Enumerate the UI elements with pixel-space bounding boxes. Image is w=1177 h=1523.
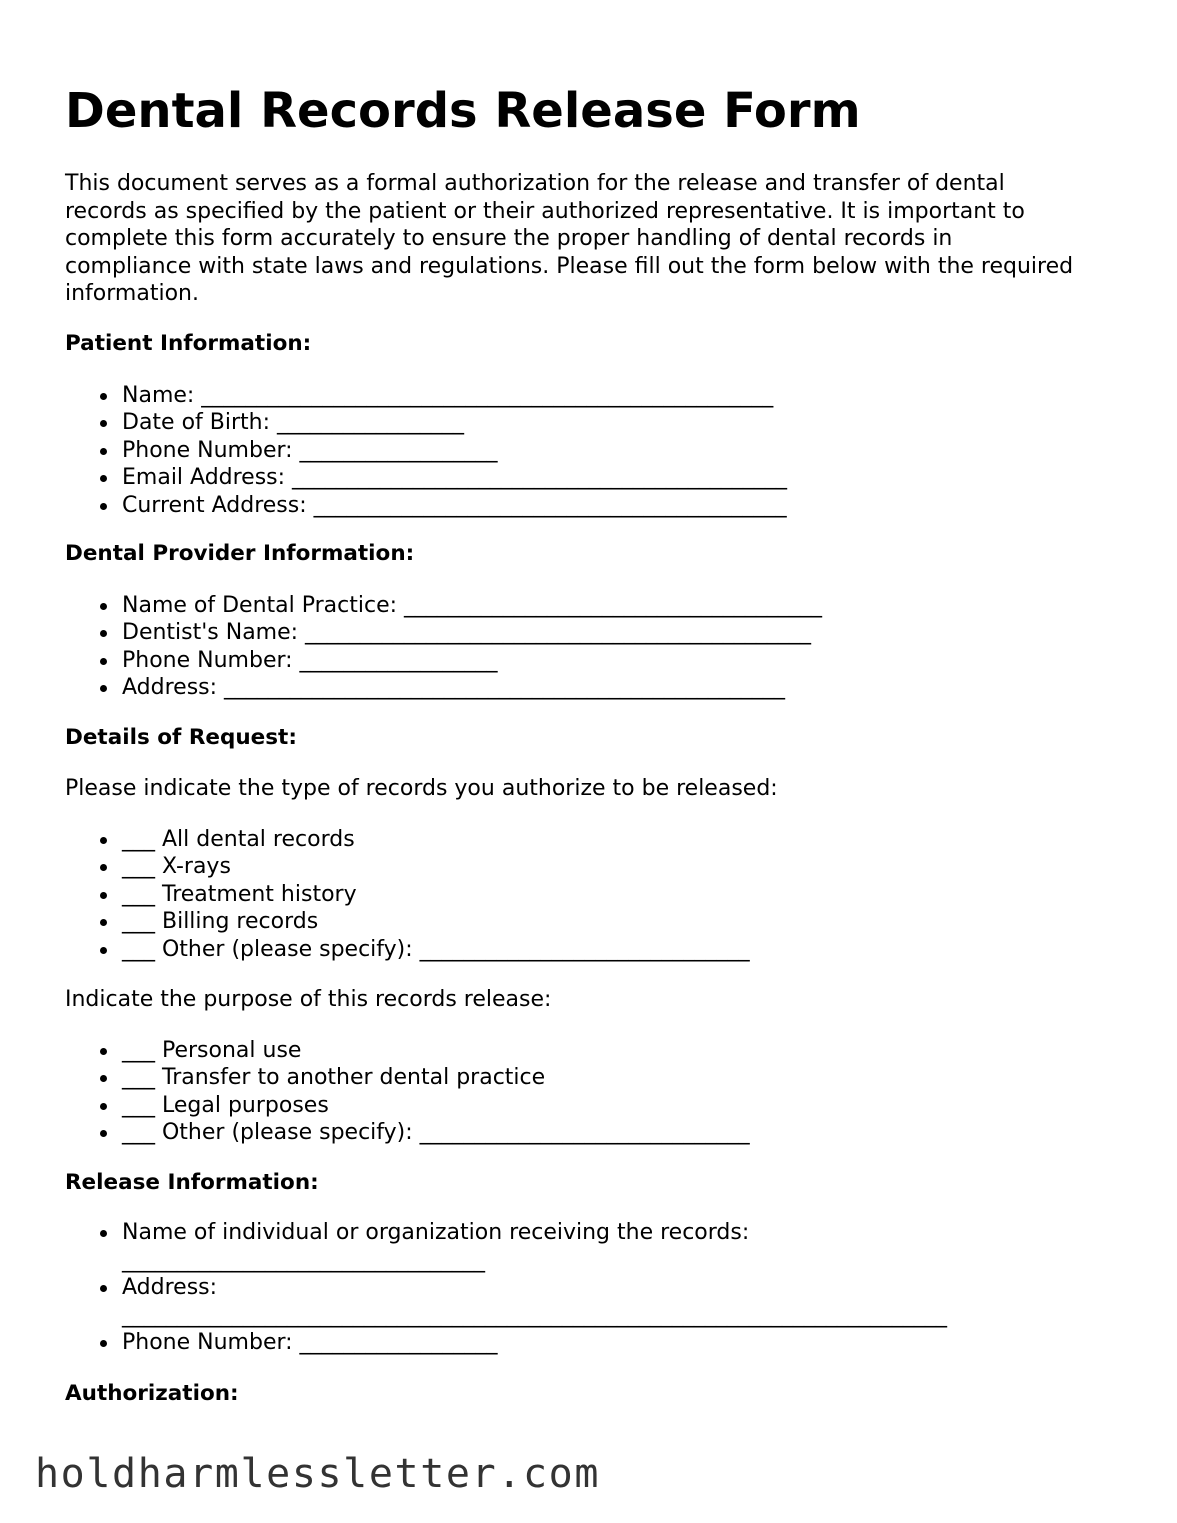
provider-section — [65, 540, 1115, 702]
purpose-options — [65, 1037, 1115, 1147]
option-personal-use[interactable]: ___ Personal use — [65, 1037, 1115, 1064]
page-title: Dental Records Release Form — [65, 83, 861, 139]
purpose-prompt: Indicate the purpose of this records release: — [65, 987, 552, 1013]
site-watermark: holdharmlessletter.com — [35, 1451, 601, 1497]
recipient-field[interactable] — [65, 1219, 1115, 1274]
option-billing-records[interactable]: ___ Billing records — [65, 908, 1115, 935]
release-heading: Release Information: — [65, 1170, 319, 1195]
request-heading: Details of Request: — [65, 725, 297, 750]
patient-address-field[interactable]: Current Address: ___________________________________________ — [65, 492, 1115, 519]
recipient-address-field[interactable] — [65, 1274, 1115, 1329]
release-fields — [65, 1219, 1115, 1357]
option-all-records[interactable]: ___ All dental records — [65, 826, 1115, 853]
records-options — [65, 826, 1115, 963]
patient-dob-field[interactable]: Date of Birth: _________________ — [65, 409, 1115, 436]
option-purpose-other[interactable]: ___ Other (please specify): ______________________________ — [65, 1119, 1115, 1146]
patient-fields — [65, 382, 1115, 519]
patient-phone-field[interactable]: Phone Number: __________________ — [65, 437, 1115, 464]
provider-address-field[interactable]: Address: ___________________________________________________ — [65, 674, 1115, 701]
option-records-other[interactable]: ___ Other (please specify): ______________________________ — [65, 936, 1115, 963]
option-xrays[interactable]: ___ X-rays — [65, 853, 1115, 880]
patient-section — [65, 330, 1115, 519]
records-prompt: Please indicate the type of records you authorize to be released: — [65, 776, 778, 801]
release-section — [65, 1169, 1115, 1357]
recipient-label: Name of individual or organization receiving the records: — [122, 1220, 750, 1245]
recipient-line[interactable]: _________________________________ — [122, 1247, 485, 1273]
authorization-heading: Authorization: — [65, 1381, 239, 1406]
dentist-name-field[interactable]: Dentist's Name: ______________________________________________ — [65, 619, 1115, 646]
provider-phone-field[interactable]: Phone Number: __________________ — [65, 647, 1115, 674]
option-legal-purposes[interactable]: ___ Legal purposes — [65, 1092, 1115, 1119]
practice-name-field[interactable]: Name of Dental Practice: ______________________________________ — [65, 592, 1115, 619]
recipient-address-label: Address: — [122, 1275, 218, 1301]
authorization-section — [65, 1380, 1115, 1408]
recipient-address-line[interactable]: ___________________________________________________________________________ — [122, 1302, 947, 1328]
intro-paragraph: This document serves as a formal authorization for the release and transfer of dental records as specified by the patient or their authorized representative. It is important to complete this form accurately to ensure the proper handling of dental records in compliance with state laws and regulations. Please fill out the form below with the required information. — [65, 171, 1074, 307]
option-treatment-history[interactable]: ___ Treatment history — [65, 881, 1115, 908]
patient-name-field[interactable]: Name: ____________________________________________________ — [65, 382, 1115, 409]
provider-heading: Dental Provider Information: — [65, 541, 415, 566]
option-transfer-practice[interactable]: ___ Transfer to another dental practice — [65, 1064, 1115, 1091]
patient-email-field[interactable]: Email Address: _____________________________________________ — [65, 464, 1115, 491]
provider-fields — [65, 592, 1115, 702]
request-section — [65, 724, 1115, 1147]
patient-heading: Patient Information: — [65, 331, 312, 356]
recipient-phone-field[interactable]: Phone Number: __________________ — [65, 1329, 1115, 1357]
